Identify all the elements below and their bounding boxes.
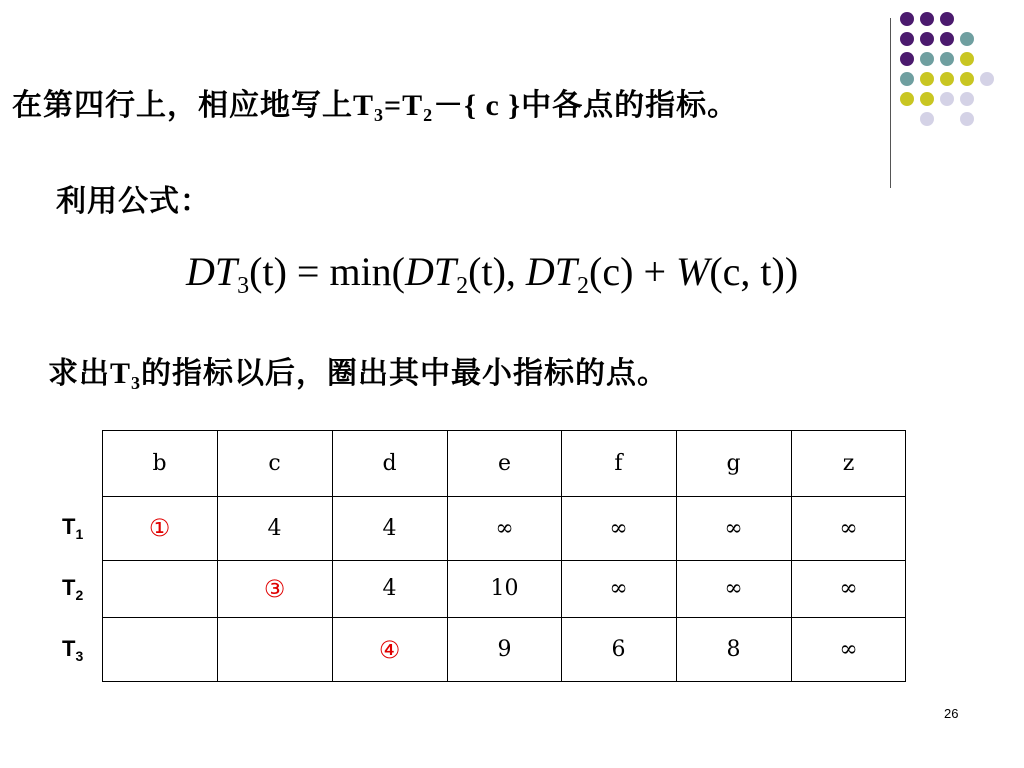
row-label-letter: T bbox=[62, 635, 76, 661]
table-cell: ∞ bbox=[839, 576, 858, 601]
decorative-dot bbox=[900, 32, 914, 46]
instruction-line-1 bbox=[12, 80, 738, 126]
decorative-dot bbox=[920, 112, 934, 126]
table-header-cell: b bbox=[152, 450, 167, 476]
decorative-dot bbox=[920, 12, 934, 26]
row-label-letter: T bbox=[62, 574, 76, 600]
decorative-dot bbox=[920, 32, 934, 46]
line1-set: { c } bbox=[464, 89, 522, 122]
decorative-dot bbox=[920, 72, 934, 86]
table-cell: 4 bbox=[382, 515, 397, 541]
line1-t3-letter: T bbox=[353, 89, 375, 122]
decorative-dot bbox=[940, 72, 954, 86]
row-label-letter: T bbox=[62, 514, 76, 539]
table-row-label bbox=[62, 514, 83, 542]
decorative-dot bbox=[940, 12, 954, 26]
decorative-dot bbox=[960, 32, 974, 46]
decorative-dot bbox=[940, 92, 954, 106]
line3-t-sub: 3 bbox=[131, 373, 142, 393]
label-table bbox=[102, 430, 906, 682]
row-label-sub: 1 bbox=[75, 526, 84, 542]
decorative-dot bbox=[900, 12, 914, 26]
table-header-cell: c bbox=[268, 450, 281, 476]
line3-t3 bbox=[110, 357, 142, 393]
table-cell: ∞ bbox=[495, 515, 514, 541]
table-cell: 4 bbox=[382, 576, 397, 601]
decorative-dot-cluster bbox=[900, 12, 1020, 172]
table-cell: ∞ bbox=[609, 515, 628, 541]
line1-t3 bbox=[353, 89, 434, 125]
decorative-dot bbox=[940, 52, 954, 66]
line3-t-letter: T bbox=[110, 357, 132, 390]
table-cell bbox=[217, 617, 332, 682]
table-header-cell: e bbox=[497, 450, 512, 476]
decorative-dot bbox=[920, 92, 934, 106]
table-cell: ∞ bbox=[724, 515, 743, 541]
table-cell: 10 bbox=[490, 576, 519, 601]
line1-t2-sub: 2 bbox=[423, 105, 434, 125]
formula-w: W bbox=[676, 249, 710, 294]
row-label-sub: 2 bbox=[75, 586, 84, 603]
decorative-dot bbox=[960, 72, 974, 86]
table-header-cell: f bbox=[614, 450, 623, 476]
instruction-line-2: 利用公式： bbox=[56, 184, 211, 219]
instruction-line-3 bbox=[48, 348, 668, 394]
table-cell: 6 bbox=[611, 637, 626, 662]
decorative-dot bbox=[900, 72, 914, 86]
decorative-dot bbox=[920, 52, 934, 66]
page-number: 26 bbox=[944, 706, 959, 721]
circled-min-cell: ③ bbox=[263, 574, 286, 603]
table-cell: ∞ bbox=[609, 576, 628, 601]
line1-prefix: 在第四行上，相应地写上 bbox=[12, 88, 353, 123]
table-cell: ∞ bbox=[724, 576, 743, 601]
line3-suffix: 的指标以后，圈出其中最小指标的点。 bbox=[141, 356, 669, 391]
formula-dt2b-sub: 2 bbox=[577, 273, 590, 299]
formula-dt3: DT bbox=[186, 249, 238, 294]
decorative-dot bbox=[960, 52, 974, 66]
formula-dt2a-sub: 2 bbox=[456, 273, 469, 299]
formula-dt2a: DT bbox=[405, 249, 457, 294]
formula-part4: (c, t)) bbox=[709, 249, 799, 294]
table-cell bbox=[102, 560, 217, 617]
circled-min-cell: ① bbox=[148, 514, 171, 542]
table-cell: 9 bbox=[497, 637, 512, 662]
table-cell: ∞ bbox=[839, 515, 858, 541]
formula-part1: (t) = min( bbox=[249, 249, 405, 294]
decorative-dot bbox=[900, 52, 914, 66]
table-cell: 8 bbox=[726, 637, 741, 662]
table-row-label bbox=[62, 575, 83, 603]
row-label-sub: 3 bbox=[75, 647, 84, 664]
line1-t3-sub: 3 bbox=[374, 105, 385, 125]
decorative-dot bbox=[960, 92, 974, 106]
table-cell bbox=[102, 617, 217, 682]
decorative-dot bbox=[980, 72, 994, 86]
table-row-label bbox=[62, 636, 83, 664]
decorative-dot bbox=[960, 112, 974, 126]
line3-prefix: 求出 bbox=[48, 356, 110, 391]
formula-part2: (t), bbox=[468, 249, 526, 294]
table-header-cell: z bbox=[842, 450, 855, 476]
formula-part3: (c) + bbox=[589, 249, 676, 294]
circled-min-cell: ④ bbox=[378, 635, 401, 664]
line1-minus: － bbox=[433, 88, 465, 123]
table-header-cell: g bbox=[726, 450, 741, 476]
decorative-dot bbox=[900, 92, 914, 106]
formula-dt3-sub: 3 bbox=[237, 273, 250, 299]
line1-eq-t2: =T bbox=[384, 89, 424, 122]
table-cell: 4 bbox=[267, 515, 282, 541]
table-cell: ∞ bbox=[839, 637, 858, 662]
formula bbox=[186, 248, 798, 300]
formula-dt2b: DT bbox=[525, 249, 578, 294]
table-header-cell: d bbox=[382, 450, 397, 476]
decorative-divider bbox=[890, 18, 891, 188]
line1-suffix: 中各点的指标。 bbox=[521, 88, 739, 123]
decorative-dot bbox=[940, 32, 954, 46]
